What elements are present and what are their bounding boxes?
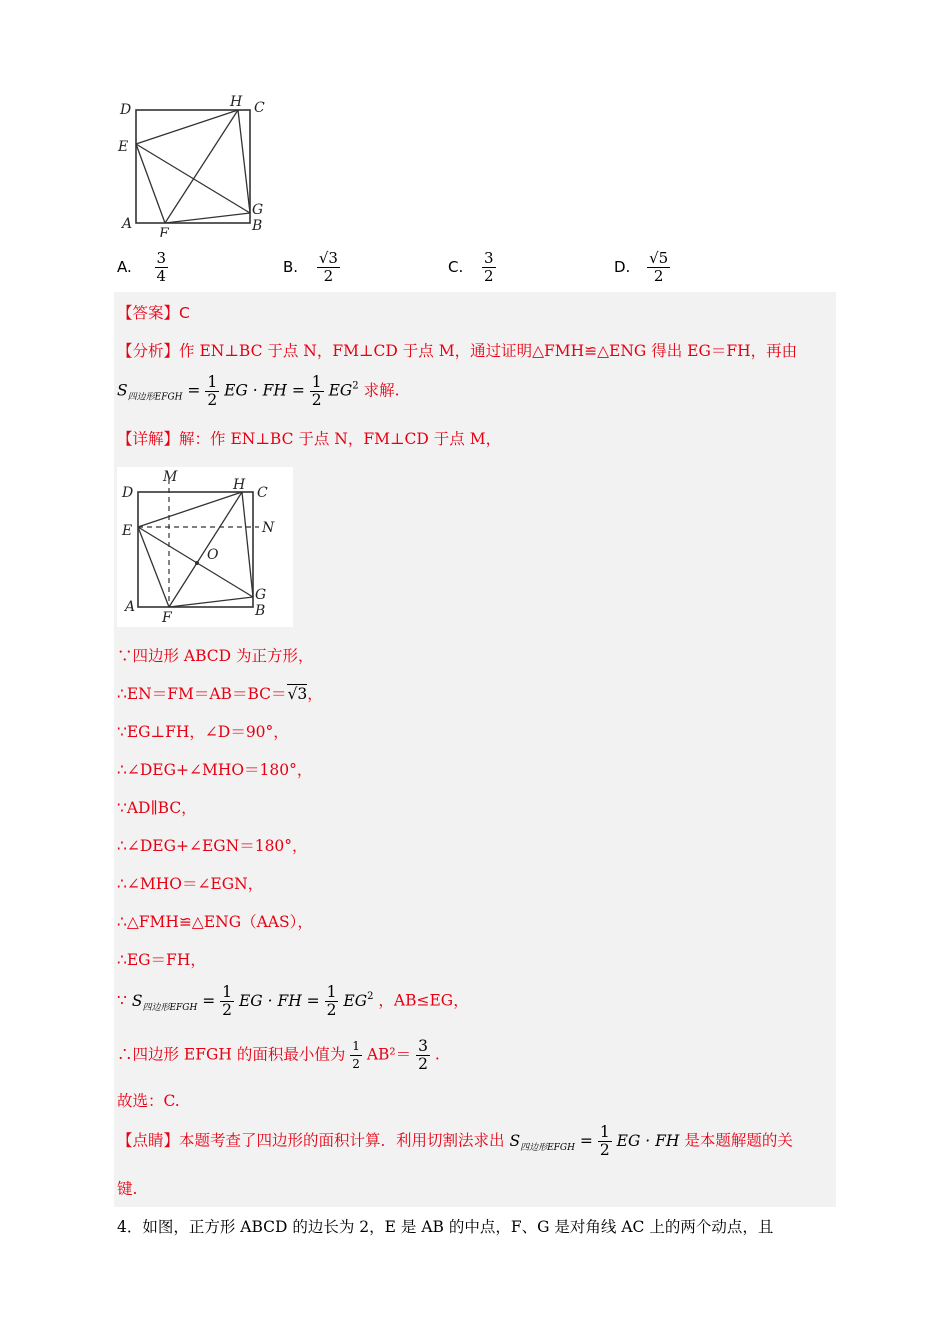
step-area-suffix: ，AB≤EG， <box>378 991 469 1010</box>
step-area-sq: 2 <box>367 990 374 1002</box>
step-6: ∴∠DEG+∠EGN＝180°， <box>117 837 308 855</box>
point-o <box>195 561 199 565</box>
comment-eq: = <box>579 1131 593 1150</box>
comment-tag: 【点睛】 <box>117 1131 180 1150</box>
comment-suffix: 是本题解题的关 <box>684 1131 793 1150</box>
analysis-text: 作 EN⊥BC 于点 N，FM⊥CD 于点 M，通过证明△FMH≌△ENG 得出 EG＝FH，再由 <box>179 342 798 360</box>
choice-line: 故选：C. <box>117 1092 180 1110</box>
segment-ef <box>136 144 165 223</box>
step-area-prefix: ∵ <box>117 991 127 1010</box>
label-a: A <box>122 216 133 232</box>
formula-sub: 四边形EFGH <box>127 392 183 403</box>
detail-line <box>117 428 501 450</box>
option-a[interactable] <box>117 250 168 285</box>
step-2-suffix: ， <box>307 685 323 703</box>
step-min <box>117 1038 440 1073</box>
label2-d: D <box>122 485 134 501</box>
analysis-formula <box>117 374 400 409</box>
label2-f: F <box>162 610 172 626</box>
option-d-num: √5 <box>649 249 669 267</box>
option-c-num: 3 <box>484 249 494 267</box>
option-d[interactable] <box>614 250 670 285</box>
comment-half-den: 2 <box>599 1141 610 1159</box>
option-a-num: 3 <box>156 249 167 267</box>
step-3: ∵EG⊥FH，∠D＝90°， <box>117 723 289 741</box>
formula-half2-den: 2 <box>311 391 322 409</box>
step-8: ∴△FMH≌△ENG（AAS）， <box>117 913 313 931</box>
segment-eh <box>136 110 238 144</box>
label2-c: C <box>257 485 268 501</box>
label-f: F <box>159 226 169 237</box>
step-min-half-num: 1 <box>350 1038 362 1056</box>
comment-half-num: 1 <box>599 1123 610 1141</box>
formula-eq: = <box>187 381 201 400</box>
option-d-den: 2 <box>653 267 664 285</box>
comment-s: S <box>509 1131 521 1150</box>
step-1: ∵四边形 ABCD 为正方形， <box>117 647 314 665</box>
label2-n: N <box>262 520 275 536</box>
step-area <box>117 984 469 1019</box>
label-d: D <box>120 102 132 118</box>
step-7: ∴∠MHO＝∠EGN， <box>117 875 264 893</box>
option-d-letter: D. <box>614 258 631 276</box>
option-b-letter: B. <box>283 258 299 276</box>
step-min-half-den: 2 <box>352 1057 360 1071</box>
option-b[interactable] <box>283 250 340 285</box>
segment-fg <box>165 213 250 223</box>
option-b-num: √3 <box>318 249 338 267</box>
step-min-ab: AB²＝ <box>366 1045 412 1064</box>
label-c: C <box>254 100 265 116</box>
formula-suffix: 求解. <box>363 381 400 400</box>
figure-square-efgh <box>112 92 272 237</box>
step-9: ∴EG＝FH， <box>117 951 206 969</box>
formula-mid: EG · FH = <box>224 381 305 400</box>
label2-e: E <box>122 523 133 539</box>
label-b: B <box>252 218 263 234</box>
formula-s: S <box>117 381 128 400</box>
comment-text: 本题考查了四边形的面积计算．利用切割法求出 <box>179 1131 505 1150</box>
label2-g: G <box>255 587 267 603</box>
step-min-prefix: ∴四边形 EFGH 的面积最小值为 <box>117 1045 346 1064</box>
option-c-den: 2 <box>484 267 494 285</box>
answer-line <box>117 302 190 324</box>
step-2 <box>117 683 323 705</box>
step-area-half-den: 2 <box>222 1001 233 1019</box>
label2-h: H <box>233 477 246 493</box>
step-area-half-num: 1 <box>222 983 233 1001</box>
comment-sub: 四边形EFGH <box>520 1142 575 1153</box>
step-2-text: ∴EN＝FM＝AB＝BC＝ <box>117 685 287 703</box>
segment-eg <box>136 144 250 213</box>
label2-o: O <box>207 547 219 563</box>
answer-value: C <box>179 304 190 322</box>
comment-line <box>117 1124 793 1159</box>
option-a-den: 4 <box>156 267 167 285</box>
option-c-letter: C. <box>448 258 464 276</box>
option-a-letter: A. <box>117 258 132 276</box>
label-g: G <box>252 202 264 218</box>
formula-half-den: 2 <box>207 391 218 409</box>
segment-hf <box>165 110 238 223</box>
square-abcd <box>136 110 250 223</box>
next-question: 4．如图，正方形 ABCD 的边长为 2，E 是 AB 的中点，F、G 是对角线 AC 上的两个动点，且 <box>117 1218 774 1236</box>
step-area-sub: 四边形EFGH <box>142 1002 198 1013</box>
comment-line-2: 键. <box>117 1180 138 1198</box>
step-min-suffix: . <box>434 1045 440 1064</box>
detail-tag: 【详解】 <box>117 430 180 448</box>
formula-sq: 2 <box>352 380 359 392</box>
comment-mid: EG · FH <box>616 1131 680 1150</box>
label-e: E <box>118 139 129 155</box>
label-h: H <box>230 94 243 110</box>
step-min-res-num: 3 <box>418 1037 428 1055</box>
answer-tag: 【答案】 <box>117 304 180 322</box>
step-area-half2-num: 1 <box>326 983 337 1001</box>
step-5: ∵AD∥BC， <box>117 799 197 817</box>
label2-m: M <box>163 469 178 485</box>
step-area-half2-den: 2 <box>326 1001 337 1019</box>
label2-b: B <box>255 603 266 619</box>
step-4: ∴∠DEG+∠MHO＝180°， <box>117 761 313 779</box>
analysis-line <box>117 340 797 362</box>
detail-text: 解：作 EN⊥BC 于点 N，FM⊥CD 于点 M， <box>179 430 502 448</box>
formula-end: EG <box>328 381 353 400</box>
step-2-sqrt: √3 <box>287 685 308 703</box>
step-area-end: EG <box>343 991 368 1010</box>
formula-half-num: 1 <box>207 373 218 391</box>
option-b-den: 2 <box>323 267 334 285</box>
figure-square-construction <box>117 467 293 627</box>
analysis-tag: 【分析】 <box>117 342 180 360</box>
step-area-eq: = <box>202 991 216 1010</box>
formula-half2-num: 1 <box>311 373 322 391</box>
step-area-mid: EG · FH = <box>238 991 320 1010</box>
label2-a: A <box>125 599 136 615</box>
step-area-s: S <box>131 991 143 1010</box>
step-min-res-den: 2 <box>418 1055 428 1073</box>
option-c[interactable] <box>448 250 496 285</box>
segment-hg <box>238 110 250 213</box>
